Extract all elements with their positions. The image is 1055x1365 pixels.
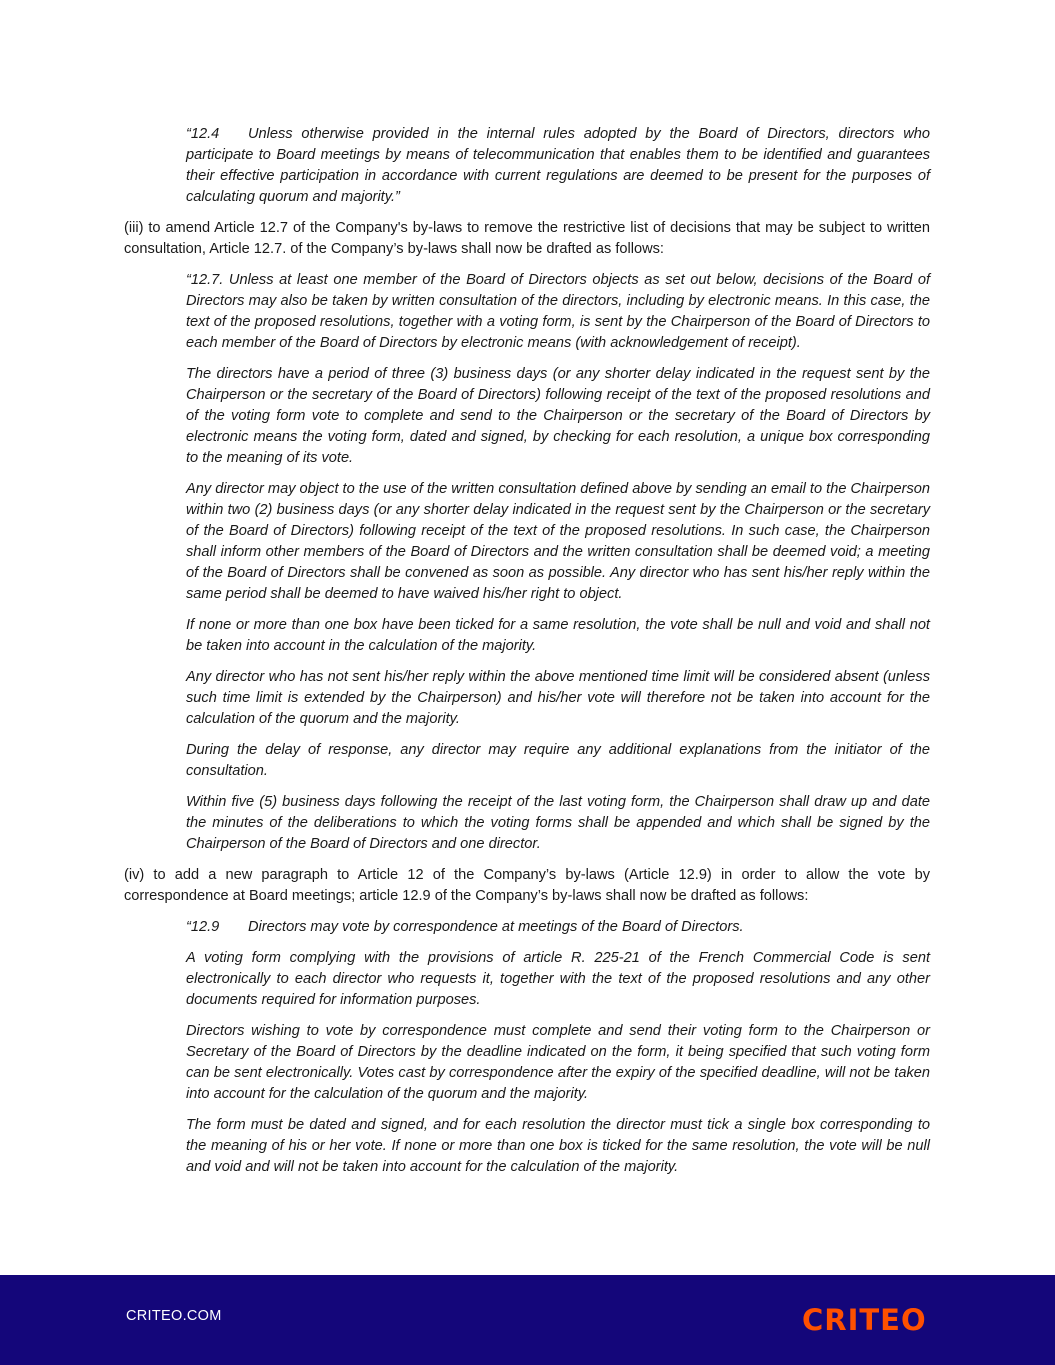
quote-paragraph: A voting form complying with the provisions of article R. 225-21 of the French Commercial Code is sent electronically to each director who requests it, together with the text of the proposed resolutions and any other documents required for information purposes.: [186, 950, 930, 1008]
quote-paragraph: The directors have a period of three (3) business days (or any shorter delay indicated in the request sent by the Chairperson or the secretary of the Board of Directors) following receipt of the text of the proposed resolutions and of the voting form vote to complete and send to the Chairperson or the secretary of the Board of Directors by electronic means the voting form, dated and signed, by checking for each resolution, a unique box corresponding to the meaning of its vote.: [186, 366, 930, 466]
criteo-logo: [802, 1302, 930, 1338]
quote-paragraph: Within five (5) business days following the receipt of the last voting form, the Chairperson shall draw up and date the minutes of the deliberations to which the voting forms shall be appended and which shall be signed by the Chairperson of the Board of Directors and one director.: [186, 794, 930, 852]
paragraph-text: Unless otherwise provided in the internal rules adopted by the Board of Directors, directors who participate to Board meetings by means of telecommunication that enables them to be identified and guarantees their effective participation in accordance with current regulations are deemed to be present for the purposes of calculating quorum and majority.”: [186, 126, 930, 205]
quote-paragraph: Any director may object to the use of the written consultation defined above by sending an email to the Chairperson within two (2) business days (or any shorter delay indicated in the request sent by the Chairperson or the secretary of the Board of Directors) following receipt of the text of the proposed resolutions. In such case, the Chairperson shall inform other members of the Board of Directors and the written consultation shall be deemed void; a meeting of the Board of Directors shall be convened as soon as possible. Any director who has sent his/her reply within the same period shall be deemed to have waived his/her right to object.: [186, 481, 930, 602]
quote-paragraph: The form must be dated and signed, and for each resolution the director must tick a single box corresponding to the meaning of his or her vote. If none or more than one box is ticked for the same resolution, the vote will be null and void and will not be taken into account for the calculation of the majority.: [186, 1117, 930, 1175]
page-footer: [0, 1275, 1055, 1365]
body-paragraph-iii: (iii) to amend Article 12.7 of the Company's by-laws to remove the restrictive list of decisions that may be subject to written consultation, Article 12.7. of the Company’s by-laws shall now be drafted as follows:: [124, 220, 930, 257]
footer-site-link[interactable]: CRITEO.COM: [126, 1308, 222, 1324]
quote-paragraph: Directors wishing to vote by correspondence must complete and send their voting form to the Chairperson or Secretary of the Board of Directors by the deadline indicated on the form, it being specified that such voting form can be sent electronically. Votes cast by correspondence after the expiry of the specified deadline, will not be taken into account for the calculation of the quorum and the majority.: [186, 1023, 930, 1102]
body-paragraph-iv: (iv) to add a new paragraph to Article 12 of the Company’s by-laws (Article 12.9) in order to allow the vote by correspondence at Board meetings; article 12.9 of the Company’s by-laws shall now be drafted as follows:: [124, 867, 930, 904]
article-number: “12.4: [186, 126, 220, 142]
quote-paragraph: If none or more than one box have been ticked for a same resolution, the vote shall be null and void and shall not be taken into account in the calculation of the majority.: [186, 617, 930, 654]
logo-wordmark: CRITEO: [802, 1303, 927, 1337]
quote-paragraph: During the delay of response, any director may require any additional explanations from the initiator of the consultation.: [186, 742, 930, 779]
quote-paragraph-12-9: [186, 917, 930, 938]
quote-paragraph: Any director who has not sent his/her reply within the above mentioned time limit will be considered absent (unless such time limit is extended by the Chairperson) and his/her vote will therefore not be taken into account for the calculation of the quorum and the majority.: [186, 669, 930, 727]
quote-paragraph-12-7: “12.7. Unless at least one member of the Board of Directors objects as set out below, decisions of the Board of Directors may also be taken by written consultation of the directors, including by electronic means. In this case, the text of the proposed resolutions, together with a voting form, is sent by the Chairperson of the Board of Directors to each member of the Board of Directors by electronic means (with acknowledgement of receipt).: [186, 272, 930, 351]
quote-paragraph-12-4: [186, 124, 930, 208]
paragraph-text: Directors may vote by correspondence at meetings of the Board of Directors.: [248, 919, 744, 935]
article-number: “12.9: [186, 919, 220, 935]
document-body: [124, 124, 930, 1188]
